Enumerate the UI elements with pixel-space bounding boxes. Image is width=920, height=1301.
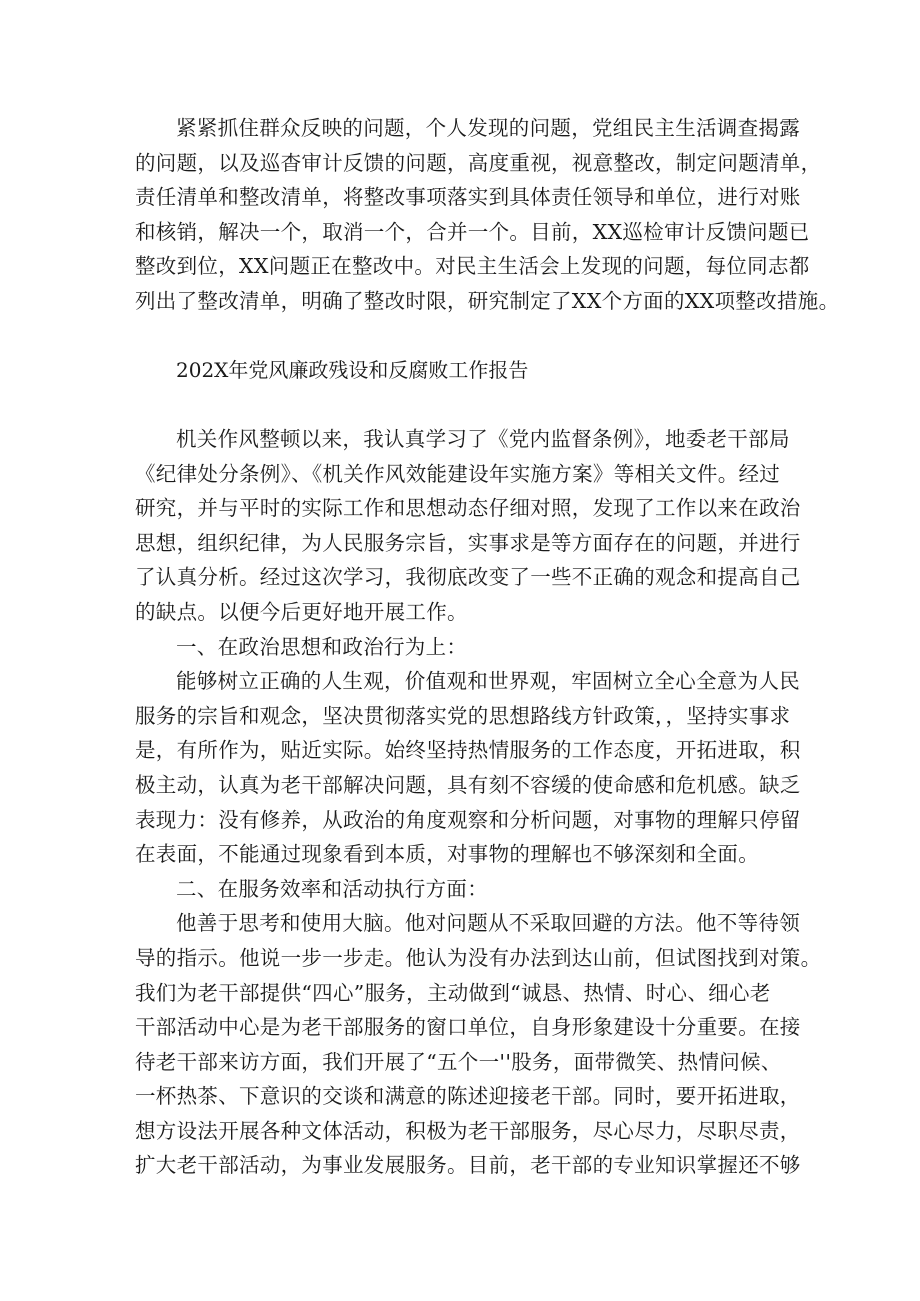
text-line: 研究，并与平时的实际工作和思想动态仔细对照，发现了工作以来在政治	[135, 496, 801, 521]
text-line: 思想，组织纪律，为人民服务宗旨，实事求是等方面存在的问题，并进行	[135, 530, 801, 555]
text-line: 紧紧抓住群众反映的问题，个人发现的问题，党组民主生活调查揭露	[176, 116, 800, 140]
text-line: 是，有所作为，贴近实际。始终坚持热情服务的工作态度，开拓进取，积	[135, 738, 801, 763]
text-line: 我们为老干部提供“四心”服务，主动做到“诚恳、热情、时心、细心老	[135, 980, 771, 1005]
text-line: 极主动，认真为老干部解决问题，具有刻不容缓的使命感和危机感。缺乏	[135, 772, 801, 797]
text-line: 《纪律处分条例》、《机关作风效能建设年实施方案》等相关文件。经过	[135, 461, 781, 486]
text-line: 在表面，不能通过现象看到本质，对事物的理解也不够深刻和全面。	[135, 842, 759, 867]
text-line: 机关作风整顿以来，我认真学习了《党内监督条例》，地委老干部局	[176, 427, 790, 451]
text-line: 的问题，以及巡杳审计反馈的问题，高度重视，视意整改，制定问题清单，	[135, 150, 822, 175]
text-line: 的缺点。以便今后更好地开展工作。	[135, 599, 468, 624]
text-line: 和核销，解决一个，取消一个，合并一个。目前，XX巡检审计反馈问题已	[135, 219, 810, 244]
text-line: 了认真分析。经过这次学习，我彻底改变了一些不正确的观念和提高自己	[135, 565, 801, 590]
text-line: 一杯热茶、下意识的交谈和满意的陈述迎接老干部。同时，要开拓进取，	[135, 1084, 801, 1109]
paragraph-rectification	[135, 111, 840, 319]
section-heading-service: 二、在服务效率和活动执行方面：	[176, 876, 488, 901]
text-line: 服务的宗旨和观念，坚决贯彻落实党的思想路线方针政策，，坚持实事求	[135, 703, 791, 728]
text-line: 整改到位，XX问题正在整改中。对民主生活会上发现的问题，每位同志都	[135, 254, 810, 279]
text-line: 表现力：没有修养，从政治的角度观察和分析问题，对事物的理解只停留	[135, 807, 801, 832]
text-line: 扩大老干部活动，为事业发展服务。目前，老干部的专业知识掌握还不够	[135, 1153, 801, 1178]
text-line: 导的指示。他说一步一步走。他认为没有办法到达山前，但试图找到对策。	[135, 945, 822, 970]
report-title: 202X年党风廉政残设和反腐败工作报告	[176, 358, 529, 382]
report-body	[135, 422, 822, 1183]
text-line: 能够树立正确的人生观，价值观和世界观，牢固树立全心全意为人民	[176, 669, 800, 694]
text-line: 他善于思考和使用大脑。他对问题从不采取回避的方法。他不等待领	[176, 911, 800, 936]
text-line: 待老干部来访方面，我们开展了“五个一''股务，面带微笑、热情问候、	[135, 1049, 782, 1074]
section-heading-political: 一、在政治思想和政治行为上：	[176, 634, 468, 659]
text-line: 想方设法开展各种文体活动，积极为老干部服务，尽心尽力，尽职尽责，	[135, 1118, 801, 1143]
text-line: 干部活动中心是为老干部服务的窗口单位，自身形象建设十分重要。在接	[135, 1015, 801, 1040]
text-line: 列出了整改清单，明确了整改时限，研究制定了XX个方面的XX项整改措施。	[135, 288, 840, 313]
report-heading	[135, 353, 785, 388]
text-line: 责任清单和整改清单，将整改事项落实到具体责任领导和单位，进行对账	[135, 185, 801, 210]
